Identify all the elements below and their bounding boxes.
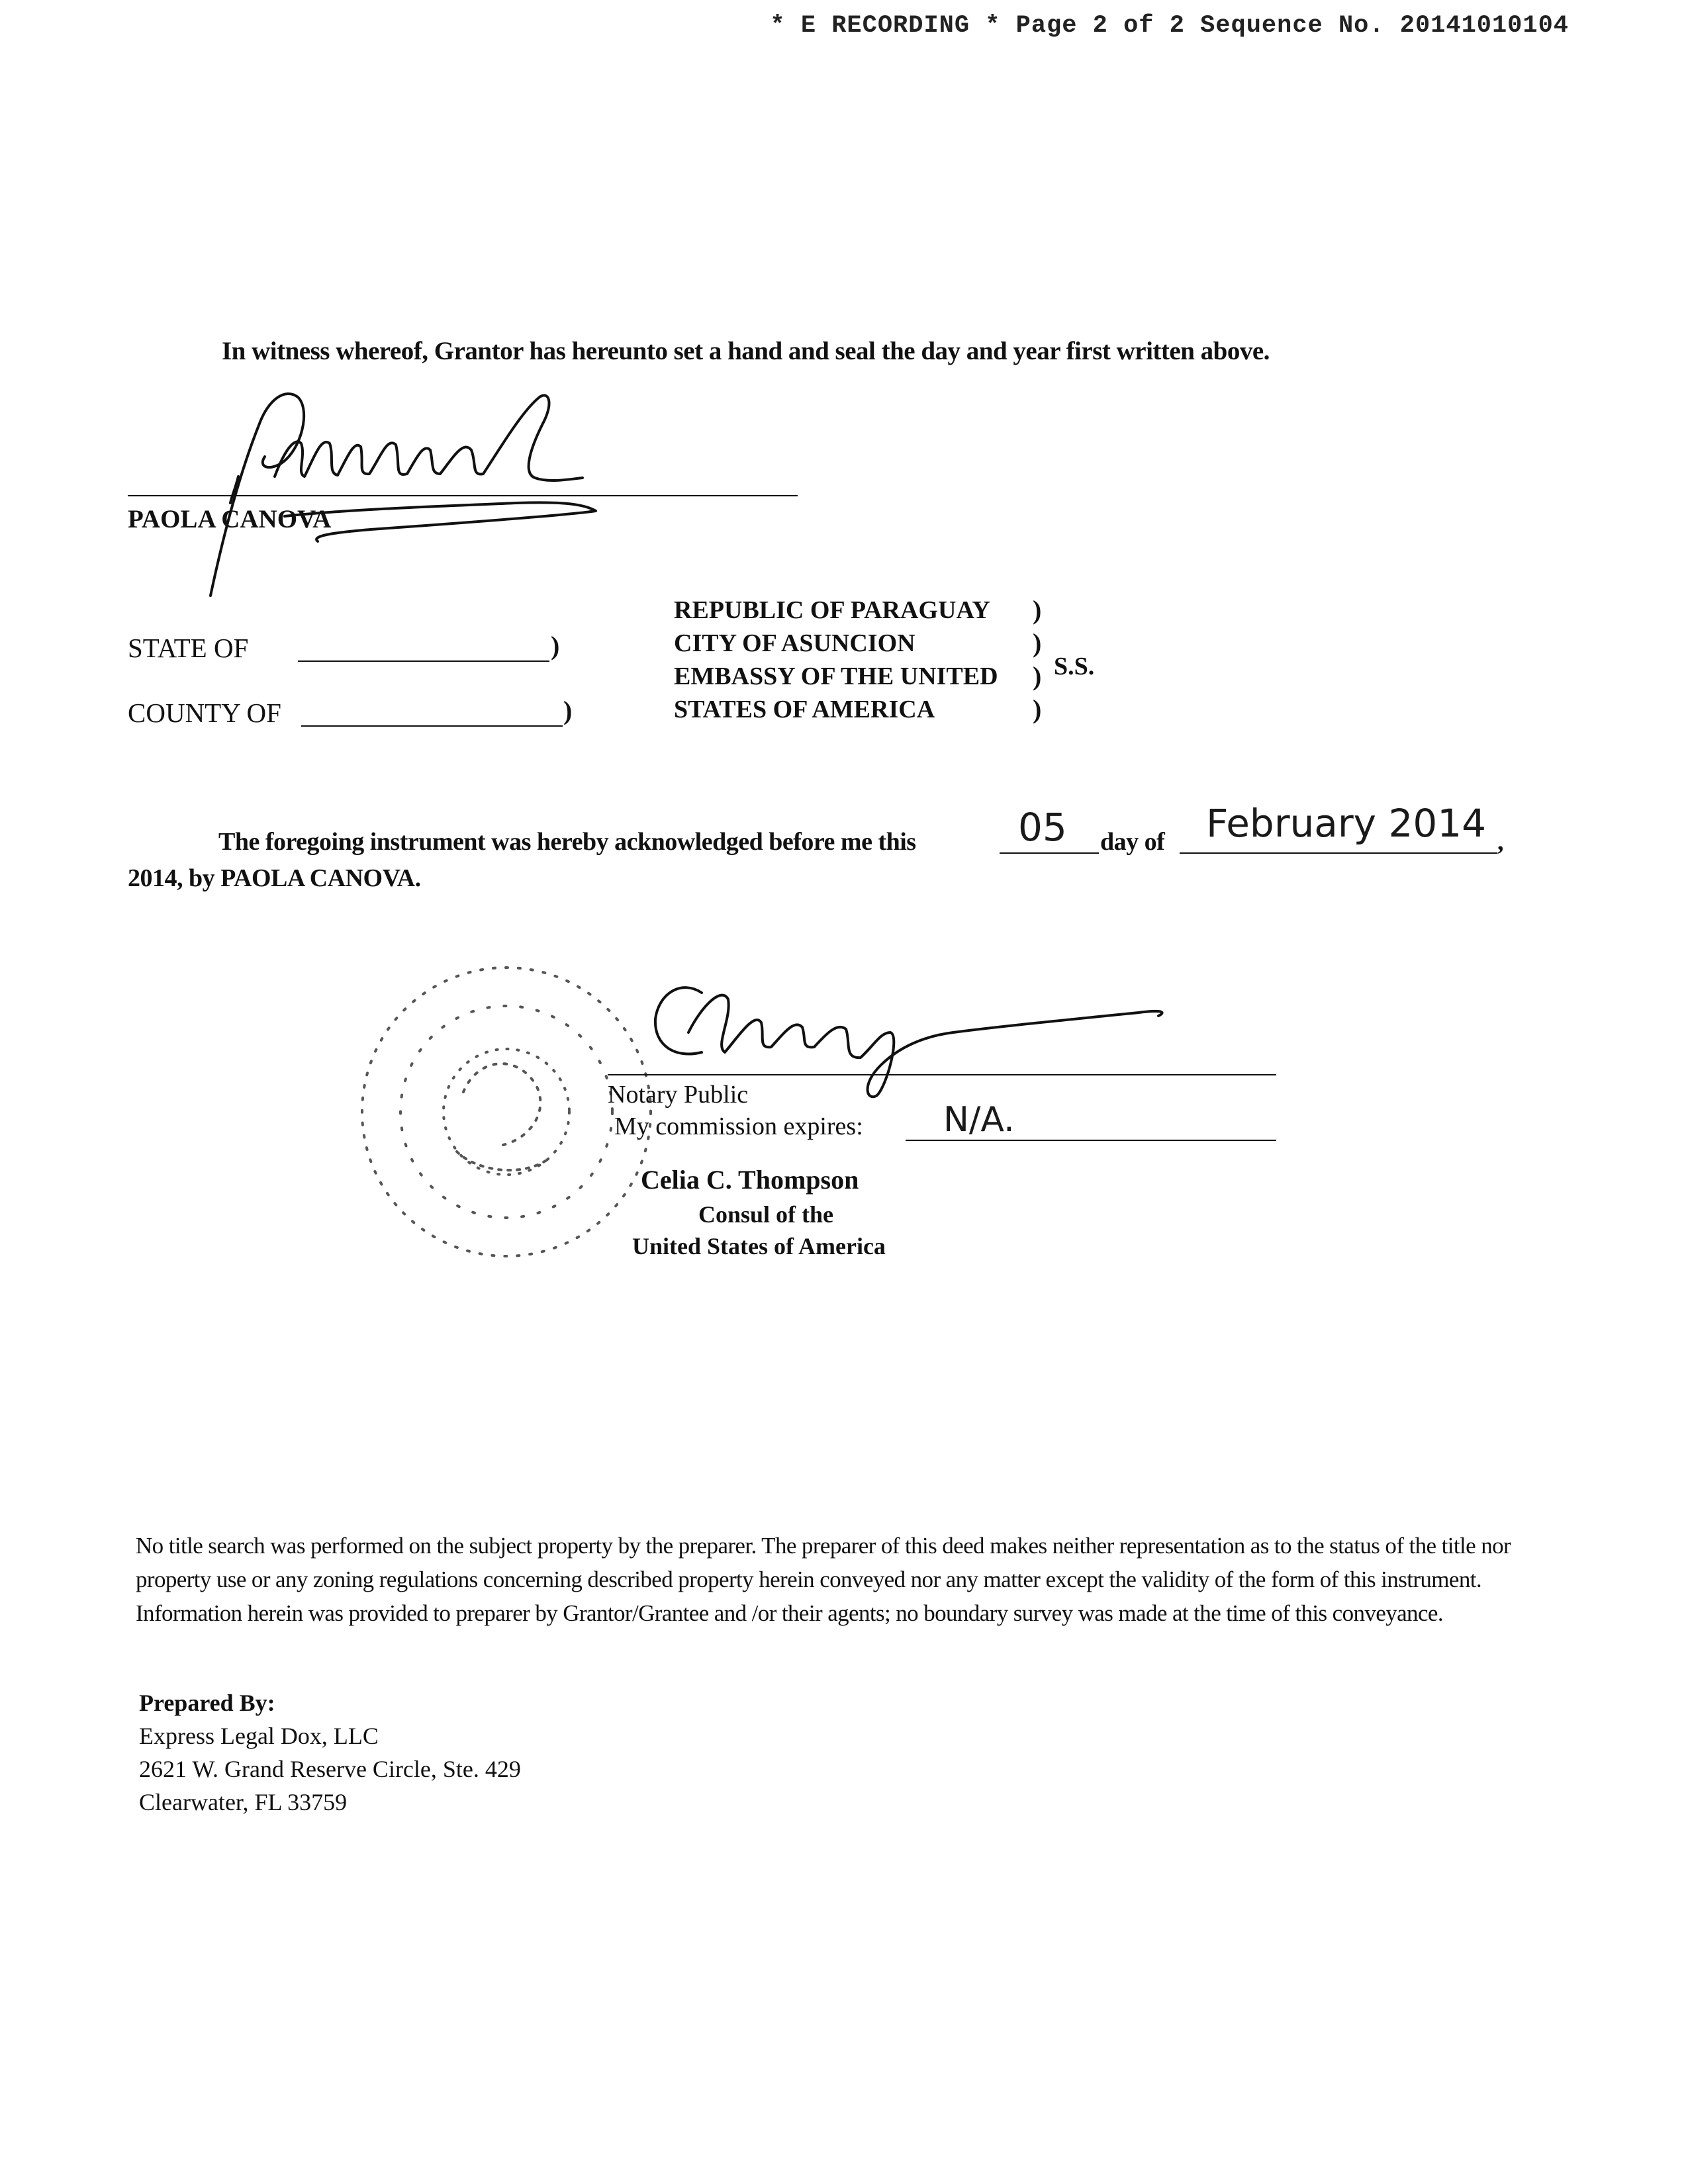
state-paren: )	[551, 631, 560, 660]
county-label: COUNTY OF	[128, 698, 281, 728]
state-label: STATE OF	[128, 633, 249, 663]
ack-line-2: 2014, by PAOLA CANOVA.	[128, 864, 421, 892]
venue-line-1: REPUBLIC OF PARAGUAY	[674, 596, 990, 624]
county-paren: )	[563, 696, 573, 725]
ack-day-line	[1000, 852, 1099, 854]
ack-day-value: 05	[1018, 805, 1067, 850]
prepared-by-block	[139, 1686, 521, 1819]
recording-header: * E RECORDING * Page 2 of 2 Sequence No. 20141010104	[770, 12, 1569, 40]
venue-line-3: EMBASSY OF THE UNITED	[674, 662, 998, 690]
commission-line	[906, 1140, 1276, 1141]
consul-name: Celia C. Thompson	[641, 1165, 859, 1195]
ack-month-line	[1180, 852, 1497, 854]
state-blank-line	[298, 660, 549, 662]
venue-line-2: CITY OF ASUNCION	[674, 629, 915, 657]
consul-title: Consul of the	[698, 1201, 834, 1228]
preparer-address-2: Clearwater, FL 33759	[139, 1789, 348, 1815]
county-blank-line	[301, 725, 563, 727]
preparer-disclaimer: No title search was performed on the subject property by the preparer. The preparer of this deed makes neither representation as to the status of the title nor property use or any zoning regulations concerning described property herein conveyed nor any matter except the validity of the form of this instrument. Information herein was provided to preparer by Grantor/Grantee and /or their agents; no boundary survey was made at the time of this conveyance.	[136, 1533, 1511, 1626]
consul-country: United States of America	[632, 1233, 886, 1259]
commission-label: My commission expires:	[614, 1113, 863, 1140]
ack-text-before: The foregoing instrument was hereby acknowledged before me this	[218, 828, 916, 856]
venue-line-4: STATES OF AMERICA	[674, 696, 935, 723]
ss-label: S.S.	[1054, 653, 1095, 680]
commission-value: N/A.	[943, 1100, 1015, 1140]
preparer-address-1: 2621 W. Grand Reserve Circle, Ste. 429	[139, 1756, 521, 1782]
venue-jurisdiction-block	[674, 594, 998, 726]
ack-day-of: day of	[1100, 828, 1165, 856]
witness-statement: In witness whereof, Grantor has hereunto set a hand and seal the day and year first written above.	[222, 337, 1270, 365]
preparer-company: Express Legal Dox, LLC	[139, 1723, 379, 1749]
grantor-signature-line	[128, 495, 798, 496]
notary-signature-line	[608, 1074, 1276, 1075]
ack-comma: ,	[1497, 828, 1503, 856]
venue-parens: ) ) ) )	[1033, 595, 1042, 724]
grantor-name: PAOLA CANOVA	[128, 505, 332, 533]
notary-title: Notary Public	[608, 1081, 749, 1109]
ack-month-year-value: February 2014	[1206, 801, 1487, 846]
prepared-by-label: Prepared By:	[139, 1690, 275, 1716]
